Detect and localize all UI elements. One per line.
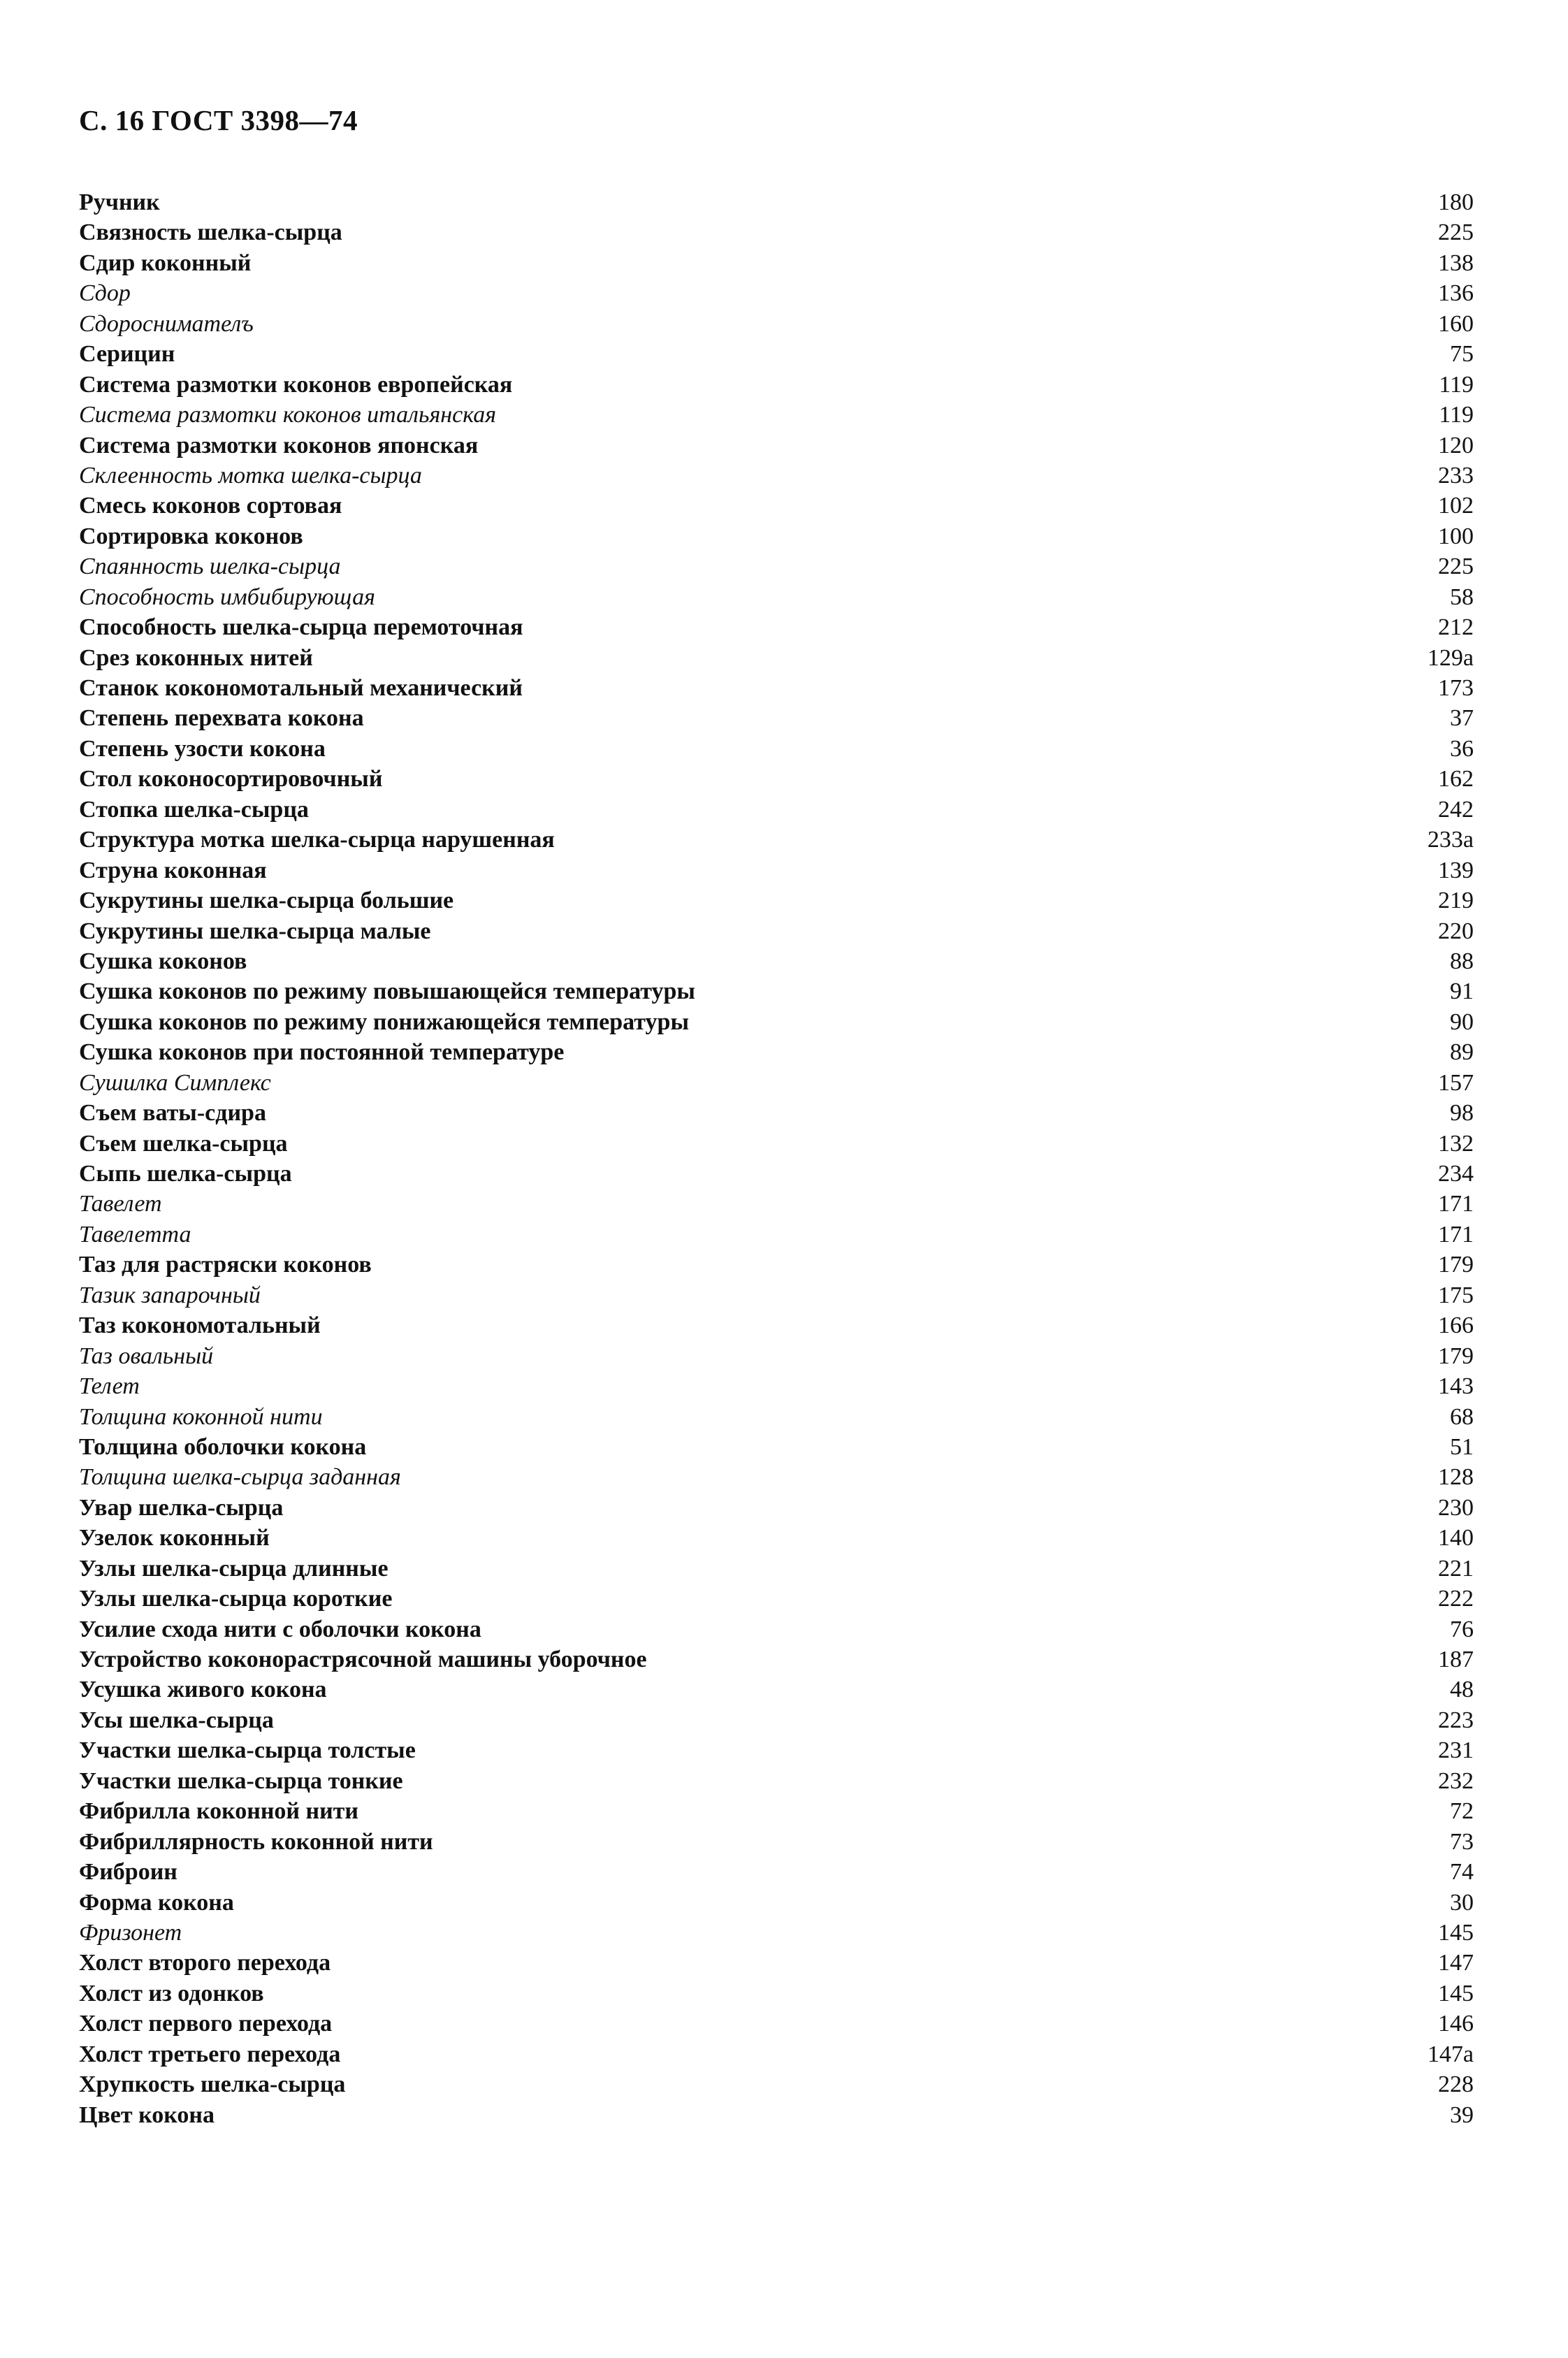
index-entry bbox=[79, 1402, 1474, 1432]
index-entry bbox=[79, 309, 1474, 339]
index-entry bbox=[79, 521, 1474, 551]
index-entry bbox=[79, 1554, 1474, 1584]
index-reference-number: 187 bbox=[1438, 1647, 1474, 1672]
index-reference-number: 225 bbox=[1438, 219, 1474, 246]
index-reference-number: 162 bbox=[1438, 766, 1474, 793]
index-reference-number: 119 bbox=[1439, 402, 1474, 428]
index-reference-number: 72 bbox=[1450, 1798, 1474, 1825]
index-reference-number: 100 bbox=[1438, 523, 1474, 549]
index-term: Узлы шелка-сырца длинные bbox=[79, 1555, 389, 1582]
index-term: Тавелет bbox=[79, 1191, 162, 1217]
index-entry bbox=[79, 1766, 1474, 1796]
index-reference-number: 242 bbox=[1438, 796, 1474, 823]
index-reference-number: 119 bbox=[1439, 371, 1474, 398]
index-reference-number: 221 bbox=[1438, 1555, 1474, 1582]
index-term: Ручник bbox=[79, 189, 160, 215]
index-reference-number: 180 bbox=[1438, 189, 1474, 215]
index-reference-number: 128 bbox=[1438, 1464, 1474, 1491]
index-entry bbox=[79, 1280, 1474, 1310]
index-entry bbox=[79, 217, 1474, 247]
index-entry bbox=[79, 946, 1474, 976]
index-entry bbox=[79, 1371, 1474, 1401]
index-entry bbox=[79, 1705, 1474, 1735]
index-reference-number: 220 bbox=[1438, 918, 1474, 944]
index-entry bbox=[79, 1189, 1474, 1219]
index-entry bbox=[79, 278, 1474, 308]
index-entry bbox=[79, 1462, 1474, 1492]
index-entry bbox=[79, 491, 1474, 521]
index-reference-number: 231 bbox=[1438, 1737, 1474, 1764]
index-term: Съем ваты-сдира bbox=[79, 1100, 266, 1127]
index-reference-number: 157 bbox=[1438, 1069, 1474, 1096]
index-entry bbox=[79, 1888, 1474, 1918]
index-term: Тавелетта bbox=[79, 1221, 191, 1247]
index-reference-number: 139 bbox=[1438, 857, 1474, 883]
index-reference-number: 120 bbox=[1438, 432, 1474, 458]
index-reference-number: 160 bbox=[1438, 310, 1474, 337]
index-entry bbox=[79, 431, 1474, 461]
index-term: Таз для растряски коконов bbox=[79, 1252, 372, 1278]
index-entry bbox=[79, 976, 1474, 1006]
term-index-list bbox=[79, 187, 1474, 2130]
index-reference-number: 219 bbox=[1438, 888, 1474, 914]
index-reference-number: 37 bbox=[1450, 705, 1474, 732]
index-reference-number: 233 bbox=[1438, 462, 1474, 489]
index-reference-number: 73 bbox=[1450, 1828, 1474, 1855]
index-entry bbox=[79, 2069, 1474, 2099]
index-term: Фибрилла коконной нити bbox=[79, 1798, 358, 1825]
index-entry bbox=[79, 2009, 1474, 2039]
index-term: Увар шелка-сырца bbox=[79, 1494, 284, 1521]
index-reference-number: 222 bbox=[1438, 1586, 1474, 1612]
index-term: Сушка коконов по режиму понижающейся температуры bbox=[79, 1008, 690, 1035]
index-term: Способность шелка-сырца перемоточная bbox=[79, 614, 523, 641]
index-reference-number: 228 bbox=[1438, 2071, 1474, 2098]
index-term: Таз кокономотальный bbox=[79, 1312, 321, 1339]
index-reference-number: 171 bbox=[1438, 1221, 1474, 1247]
index-term: Сдир коконный bbox=[79, 249, 252, 276]
index-reference-number: 75 bbox=[1450, 341, 1474, 368]
index-term: Сдор bbox=[79, 280, 131, 307]
index-entry bbox=[79, 764, 1474, 794]
index-term: Сдороснимателъ bbox=[79, 310, 254, 337]
index-reference-number: 91 bbox=[1450, 978, 1474, 1005]
index-entry bbox=[79, 339, 1474, 369]
index-term: Структура мотка шелка-сырца нарушенная bbox=[79, 827, 555, 853]
index-entry bbox=[79, 1098, 1474, 1128]
index-reference-number: 230 bbox=[1438, 1494, 1474, 1521]
page-header: С. 16 ГОСТ 3398—74 bbox=[79, 104, 358, 136]
index-term: Цвет кокона bbox=[79, 2102, 215, 2128]
index-entry bbox=[79, 1432, 1474, 1462]
index-entry bbox=[79, 703, 1474, 733]
index-term: Стол коконосортировочный bbox=[79, 766, 383, 793]
index-term: Съем шелка-сырца bbox=[79, 1130, 288, 1157]
index-entry bbox=[79, 1341, 1474, 1371]
index-term: Сушилка Симплекс bbox=[79, 1069, 271, 1096]
index-entry bbox=[79, 1796, 1474, 1826]
index-term: Усы шелка-сырца bbox=[79, 1707, 274, 1733]
index-entry bbox=[79, 612, 1474, 642]
index-entry bbox=[79, 1037, 1474, 1067]
index-reference-number: 138 bbox=[1438, 249, 1474, 276]
index-reference-number: 171 bbox=[1438, 1191, 1474, 1217]
index-reference-number: 143 bbox=[1438, 1373, 1474, 1400]
index-reference-number: 225 bbox=[1438, 554, 1474, 580]
index-reference-number: 175 bbox=[1438, 1282, 1474, 1308]
index-entry bbox=[79, 1857, 1474, 1887]
index-reference-number: 30 bbox=[1450, 1889, 1474, 1916]
index-entry bbox=[79, 1159, 1474, 1189]
index-reference-number: 68 bbox=[1450, 1403, 1474, 1430]
index-entry bbox=[79, 734, 1474, 764]
index-reference-number: 179 bbox=[1438, 1343, 1474, 1369]
index-entry bbox=[79, 855, 1474, 885]
index-term: Фибриллярность коконной нити bbox=[79, 1828, 433, 1855]
index-entry bbox=[79, 461, 1474, 491]
index-term: Срез коконных нитей bbox=[79, 644, 313, 671]
index-entry bbox=[79, 1310, 1474, 1340]
index-entry bbox=[79, 1644, 1474, 1675]
index-term: Степень перехвата кокона bbox=[79, 705, 364, 732]
index-entry bbox=[79, 1129, 1474, 1159]
index-entry bbox=[79, 1918, 1474, 1948]
index-reference-number: 233а bbox=[1427, 827, 1474, 853]
index-entry bbox=[79, 1007, 1474, 1037]
index-entry bbox=[79, 400, 1474, 430]
index-term: Таз овальный bbox=[79, 1343, 214, 1369]
index-entry bbox=[79, 885, 1474, 916]
index-entry bbox=[79, 1220, 1474, 1250]
index-term: Серицин bbox=[79, 341, 175, 368]
index-entry bbox=[79, 1979, 1474, 2009]
index-entry bbox=[79, 1068, 1474, 1098]
index-reference-number: 223 bbox=[1438, 1707, 1474, 1733]
index-term: Участки шелка-сырца толстые bbox=[79, 1737, 416, 1764]
index-entry bbox=[79, 673, 1474, 703]
index-term: Толщина коконной нити bbox=[79, 1403, 323, 1430]
index-term: Толщина оболочки кокона bbox=[79, 1433, 367, 1460]
index-reference-number: 39 bbox=[1450, 2102, 1474, 2128]
index-reference-number: 145 bbox=[1438, 1919, 1474, 1946]
index-term: Станок кокономотальный механический bbox=[79, 675, 523, 701]
index-term: Толщина шелка-сырца заданная bbox=[79, 1464, 401, 1491]
index-entry bbox=[79, 795, 1474, 825]
index-reference-number: 147 bbox=[1438, 1950, 1474, 1976]
index-entry bbox=[79, 370, 1474, 400]
index-term: Сортировка коконов bbox=[79, 523, 303, 549]
index-entry bbox=[79, 1250, 1474, 1280]
index-reference-number: 58 bbox=[1450, 584, 1474, 610]
index-term: Усилие схода нити с оболочки кокона bbox=[79, 1616, 481, 1642]
index-term: Холст третьего перехода bbox=[79, 2041, 341, 2067]
index-term: Фризонет bbox=[79, 1919, 182, 1946]
index-term: Устройство коконорастрясочной машины уборочное bbox=[79, 1647, 647, 1672]
index-entry bbox=[79, 2039, 1474, 2069]
index-term: Тазик запарочный bbox=[79, 1282, 261, 1308]
index-term: Сушка коконов bbox=[79, 948, 247, 974]
index-term: Система размотки коконов европейская bbox=[79, 371, 513, 398]
index-reference-number: 36 bbox=[1450, 735, 1474, 762]
index-term: Сушка коконов по режиму повышающейся температуры bbox=[79, 978, 695, 1005]
index-entry bbox=[79, 1493, 1474, 1523]
index-reference-number: 140 bbox=[1438, 1525, 1474, 1551]
index-term: Сыпь шелка-сырца bbox=[79, 1161, 292, 1187]
index-term: Холст первого перехода bbox=[79, 2011, 333, 2037]
index-term: Холст из одонков bbox=[79, 1980, 264, 2006]
index-term: Хрупкость шелка-сырца bbox=[79, 2071, 346, 2098]
index-reference-number: 88 bbox=[1450, 948, 1474, 974]
index-entry bbox=[79, 916, 1474, 946]
index-reference-number: 98 bbox=[1450, 1100, 1474, 1127]
index-term: Склеенность мотка шелка-сырца bbox=[79, 462, 422, 489]
index-term: Телет bbox=[79, 1373, 140, 1400]
index-entry bbox=[79, 1523, 1474, 1553]
index-reference-number: 89 bbox=[1450, 1039, 1474, 1066]
index-term: Холст второго перехода bbox=[79, 1950, 331, 1976]
index-term: Участки шелка-сырца тонкие bbox=[79, 1767, 403, 1794]
index-term: Форма кокона bbox=[79, 1889, 234, 1916]
index-entry bbox=[79, 551, 1474, 581]
index-entry bbox=[79, 825, 1474, 855]
index-term: Стопка шелка-сырца bbox=[79, 796, 309, 823]
index-entry bbox=[79, 2100, 1474, 2130]
index-reference-number: 234 bbox=[1438, 1161, 1474, 1187]
index-reference-number: 232 bbox=[1438, 1767, 1474, 1794]
index-term: Сукрутины шелка-сырца большие bbox=[79, 888, 454, 914]
index-reference-number: 48 bbox=[1450, 1677, 1474, 1703]
index-term: Степень узости кокона bbox=[79, 735, 326, 762]
index-reference-number: 212 bbox=[1438, 614, 1474, 641]
index-entry bbox=[79, 248, 1474, 278]
index-entry bbox=[79, 1948, 1474, 1978]
index-entry bbox=[79, 187, 1474, 217]
index-term: Сушка коконов при постоянной температуре bbox=[79, 1039, 565, 1066]
index-entry bbox=[79, 582, 1474, 612]
index-term: Система размотки коконов итальянская bbox=[79, 402, 497, 428]
index-term: Связность шелка-сырца bbox=[79, 219, 342, 246]
index-reference-number: 74 bbox=[1450, 1859, 1474, 1886]
index-entry bbox=[79, 1584, 1474, 1614]
index-reference-number: 179 bbox=[1438, 1252, 1474, 1278]
index-entry bbox=[79, 1614, 1474, 1644]
index-reference-number: 102 bbox=[1438, 493, 1474, 519]
index-reference-number: 76 bbox=[1450, 1616, 1474, 1642]
index-term: Система размотки коконов японская bbox=[79, 432, 479, 458]
index-reference-number: 129а bbox=[1427, 644, 1474, 671]
index-term: Узлы шелка-сырца короткие bbox=[79, 1586, 393, 1612]
index-reference-number: 145 bbox=[1438, 1980, 1474, 2006]
index-term: Фиброин bbox=[79, 1859, 177, 1886]
index-reference-number: 136 bbox=[1438, 280, 1474, 307]
index-reference-number: 146 bbox=[1438, 2011, 1474, 2037]
index-reference-number: 90 bbox=[1450, 1008, 1474, 1035]
index-reference-number: 166 bbox=[1438, 1312, 1474, 1339]
index-term: Сукрутины шелка-сырца малые bbox=[79, 918, 431, 944]
index-term: Спаянность шелка-сырца bbox=[79, 554, 341, 580]
index-reference-number: 51 bbox=[1450, 1433, 1474, 1460]
index-reference-number: 173 bbox=[1438, 675, 1474, 701]
index-reference-number: 147а bbox=[1427, 2041, 1474, 2067]
index-term: Способность имбибирующая bbox=[79, 584, 375, 610]
index-entry bbox=[79, 1735, 1474, 1765]
index-entry bbox=[79, 1827, 1474, 1857]
index-term: Струна коконная bbox=[79, 857, 267, 883]
index-term: Узелок коконный bbox=[79, 1525, 270, 1551]
index-reference-number: 132 bbox=[1438, 1130, 1474, 1157]
index-entry bbox=[79, 1675, 1474, 1705]
index-term: Усушка живого кокона bbox=[79, 1677, 327, 1703]
index-entry bbox=[79, 643, 1474, 673]
index-term: Смесь коконов сортовая bbox=[79, 493, 342, 519]
